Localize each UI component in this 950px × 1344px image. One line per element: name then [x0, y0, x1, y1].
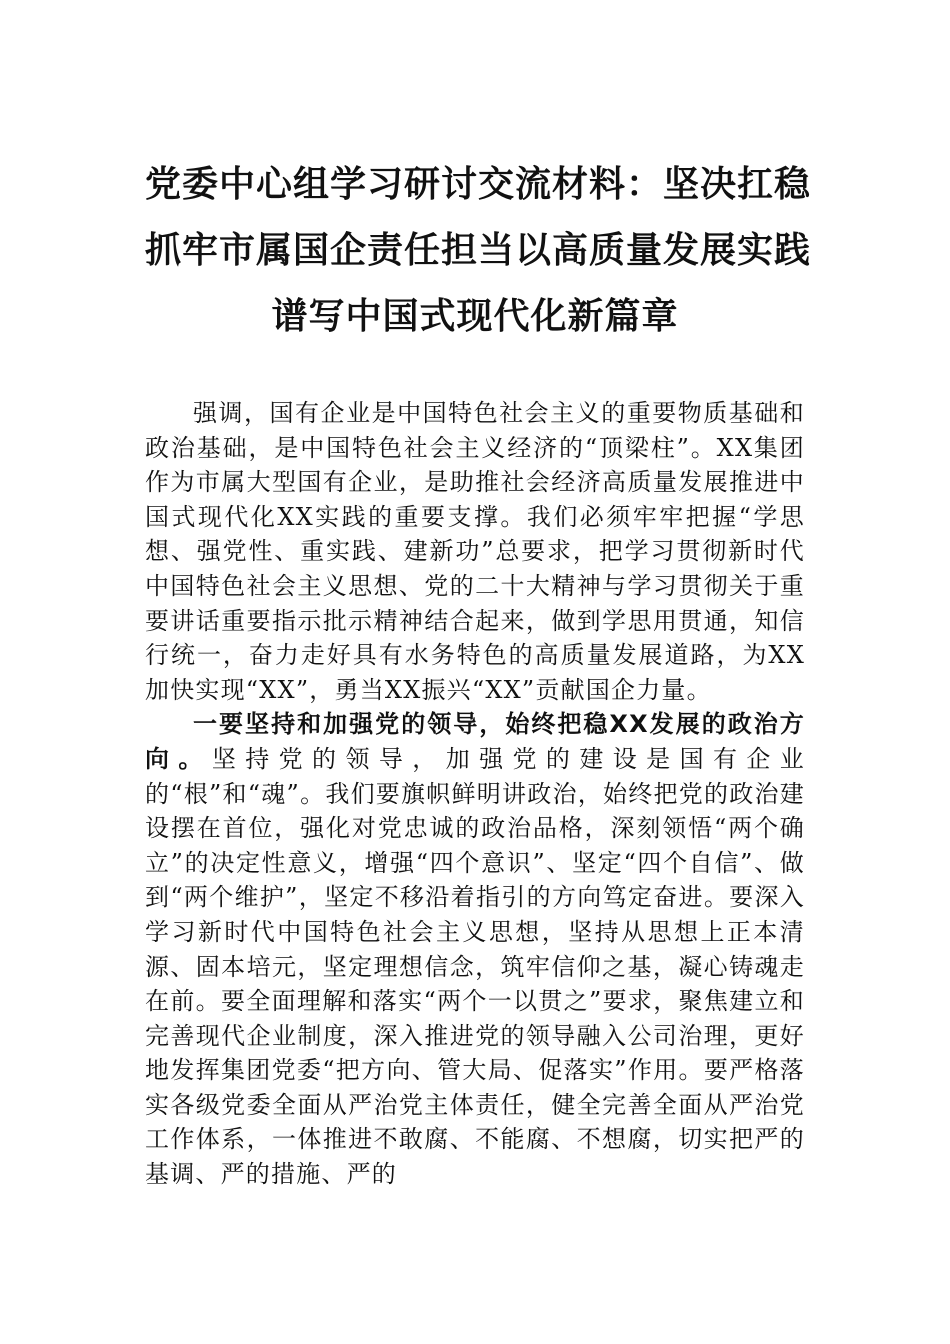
title-line-2: 抓牢市属国企责任担当以高质量发展实践	[145, 230, 812, 271]
paragraph-section-1	[145, 707, 805, 1191]
title-line-3: 谱写中国式现代化新篇章	[271, 296, 679, 337]
section-text: 坚持党的领导，加强党的建设是国有企业的“根”和“魂”。我们要旗帜鲜明讲政治，始终把党的政治建设摆在首位，强化对党忠诚的政治品格，深刻领悟“两个确立”的决定性意义，增强“四个意识”、坚定“四个自信”、做到“两个维护”，坚定不移沿着指引的方向笃定奋进。要深入学习新时代中国特色社会主义思想，坚持从思想上正本清源、固本培元，坚定理想信念，筑牢信仰之基，凝心铸魂走在前。要全面理解和落实“两个一以贯之”要求，聚焦建立和完善现代企业制度，深入推进党的领导融入公司治理，更好地发挥集团党委“把方向、管大局、促落实”作用。要严格落实各级党委全面从严治党主体责任，健全完善全面从严治党工作体系，一体推进不敢腐、不能腐、不想腐，切实把严的基调、严的措施、严的	[145, 744, 805, 1189]
document-body	[145, 396, 805, 1192]
title-line-1: 党委中心组学习研讨交流材料：坚决扛稳	[145, 164, 812, 205]
document-title	[145, 152, 812, 350]
paragraph-intro: 强调，国有企业是中国特色社会主义的重要物质基础和政治基础，是中国特色社会主义经济的“顶梁柱”。XX集团作为市属大型国有企业，是助推社会经济高质量发展推进中国式现代化XX实践的重要支撑。我们必须牢牢把握“学思想、强党性、重实践、建新功”总要求，把学习贯彻新时代中国特色社会主义思想、党的二十大精神与学习贯彻关于重要讲话重要指示批示精神结合起来，做到学思用贯通，知信行统一，奋力走好具有水务特色的高质量发展道路，为XX加快实现“XX”，勇当XX振兴“XX”贡献国企力量。	[145, 399, 805, 704]
section-heading: 一要坚持和加强党的领导，始终把稳XX发展的政治方向。	[145, 710, 805, 773]
